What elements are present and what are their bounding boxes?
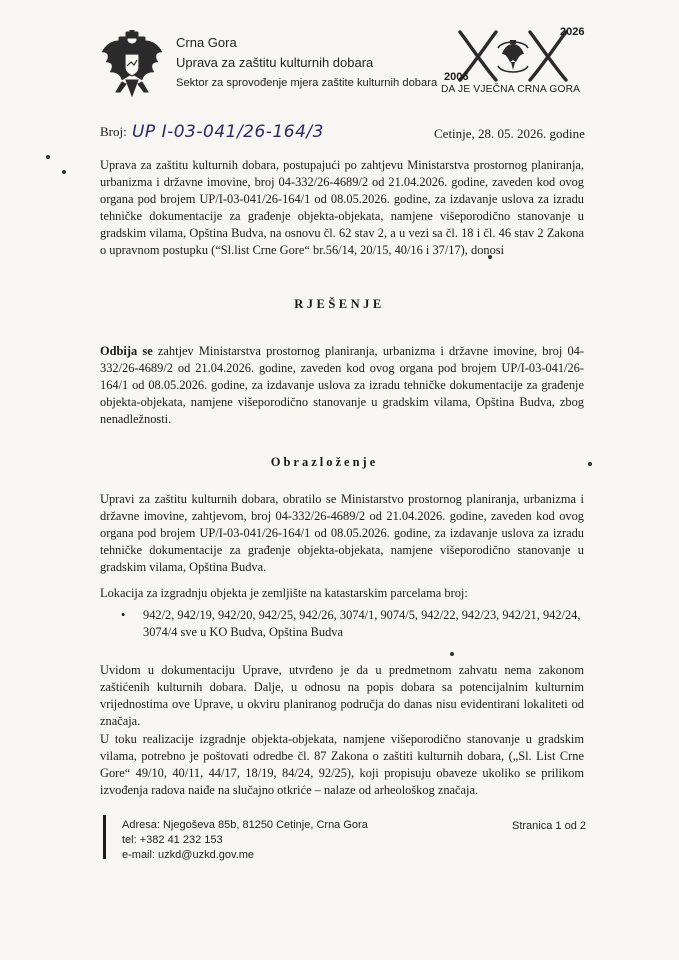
footer-contact — [122, 818, 368, 863]
location-intro: Lokacija za izgradnju objekta je zemljište na katastarskim parcelama broj: — [100, 586, 468, 600]
margin-mark — [450, 652, 454, 656]
parcel-numbers: 942/2, 942/19, 942/20, 942/25, 942/26, 3074/1, 9074/5, 942/22, 942/23, 942/21, 942/24, 3074/4 sve u KO Budva, Opština Budva — [143, 608, 581, 639]
place-and-date: Cetinje, 28. 05. 2026. godine — [434, 126, 585, 141]
country-name: Crna Gora — [176, 35, 237, 50]
decision-bold-lead: Odbija se — [100, 344, 153, 358]
parcel-list-item — [121, 607, 583, 641]
reasoning-paragraph-1: Upravi za zaštitu kulturnih dobara, obratilo se Ministarstvo prostornog planiranja, urbanizma i državne imovine, zahtjevom, broj 04-332/26-4689/2 od 21.04.2026. godine, zaveden kod ovog organa pod brojem UP/I-03-041/26-164/1 od 08.05.2026. godine, za izdavanje uslova za izradu tehničke dokumentacije za građenje objekta-objekata, namjene višeporodično stanovanje u gradskim vilama, Opština Budva. — [100, 492, 584, 574]
decision-text: zahtjev Ministarstva prostornog planiranja, urbanizma i državne imovine, broj 04-332/26-4689/2 od 21.04.2026. godine, zaveden kod ovog organa pod brojem UP/I-03-041/26-164/1 od 08.05.2026. godine, za izdavanje uslova za izradu tehničke dokumentacije za građenje objekta-objekata, namjene višeporodično stanovanje u gradskim vilama, Opština Budva, zbog nenadležnosti. — [100, 344, 584, 426]
decision-paragraph — [100, 343, 584, 428]
decision-title: RJEŠENJE — [294, 297, 385, 311]
margin-mark — [62, 170, 66, 174]
page-number: Stranica 1 od 2 — [512, 820, 586, 832]
reasoning-paragraph-3: U toku realizacije izgradnje objekta-objekata, namjene višeporodično stanovanje u gradskim vilama, potrebno je poštovati odredbe čl. 87 Zakona o zaštiti kulturnih dobara, („Sl. List Crne Gore“ 49/10, 40/11, 44/17, 18/19, 84/24, 92/25), koji propisuju obaveze ukoliko se prilikom izvođenja radova naiđe na slučajno otkriće – nalaze od arheološkog značaja. — [100, 732, 584, 797]
footer-phone: tel: +382 41 232 153 — [122, 834, 223, 846]
logo-year-right: 2026 — [560, 26, 585, 38]
sector-name: Sektor za sprovođenje mjera zaštite kulturnih dobara — [176, 77, 438, 89]
footer-email: e-mail: uzkd@uzkd.gov.me — [122, 849, 255, 861]
footer-divider — [103, 815, 106, 859]
logo-tagline: DA JE VJEČNA CRNA GORA — [441, 84, 581, 95]
intro-paragraph: Uprava za zaštitu kulturnih dobara, postupajući po zahtjevu Ministarstva prostornog planiranja, urbanizma i državne imovine, broj 04-332/26-4689/2 od 21.04.2026. godine, zaveden kod ovog organa pod brojem UP/I-03-041/26-164/1 od 08.05.2026. godine, za izdavanje uslova za izradu tehničke dokumentacije za građenje objekta-objekata, namjene višeporodično stanovanje u gradskim vilama, Opština Budva, na osnovu čl. 62 stav 2, a u vezi sa čl. 18 i čl. 46 stav 2 Zakona o upravnom postupku (“Sl.list Crne Gore“ br.56/14, 20/15, 40/16 i 37/17), donosi — [100, 158, 584, 257]
bullet-marker: • — [121, 608, 126, 622]
reference-label: Broj: — [100, 124, 127, 139]
reasoning-title: Obrazloženje — [270, 455, 379, 469]
footer-address: Adresa: Njegoševa 85b, 81250 Cetinje, Crna Gora — [122, 819, 368, 831]
reasoning-paragraph-2: Uvidom u dokumentaciju Uprave, utvrđeno je da u predmetnom zahvatu nema zakonom zaštićenih kulturnih dobara. Dalje, u odnosu na popis dobara sa potencijalnim kulturnim vrijednostima ove Uprave, u okviru planiranog područja do danas nisu evidentirani lokaliteti od značaja. — [100, 663, 584, 728]
handwritten-reference: UP I-03-041/26-164/3 — [131, 122, 324, 142]
logo-year-left: 2006 — [444, 71, 469, 83]
organization-header — [176, 33, 437, 93]
coat-of-arms-logo — [100, 30, 164, 100]
margin-mark — [46, 155, 50, 159]
reference-number — [100, 122, 324, 142]
agency-name: Uprava za zaštitu kulturnih dobara — [176, 55, 374, 70]
